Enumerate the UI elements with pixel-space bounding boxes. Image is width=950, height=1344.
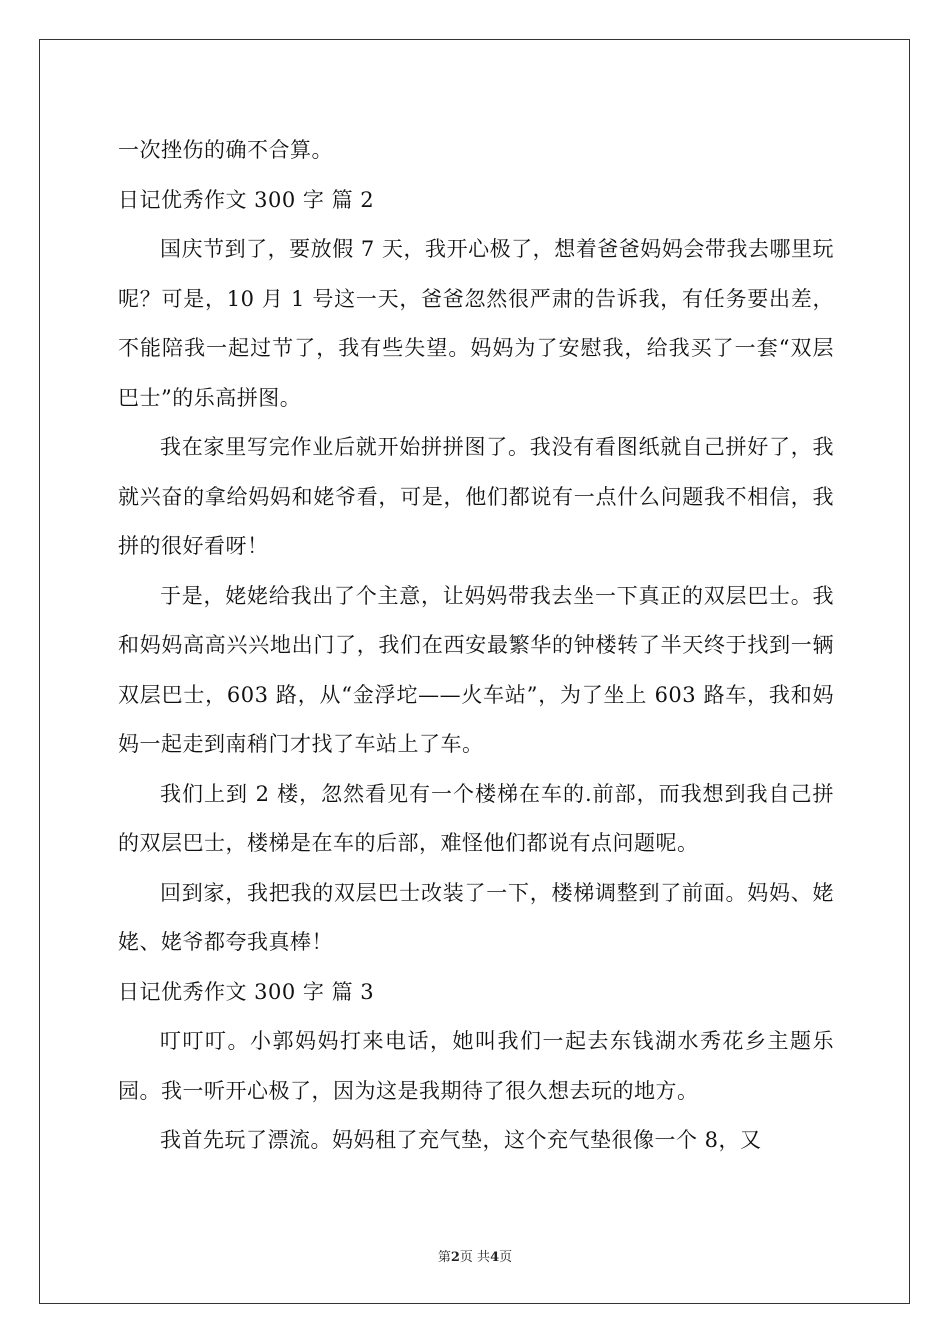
section-heading: 日记优秀作文 300 字 篇 2 [118, 187, 375, 212]
page-footer [0, 1246, 950, 1265]
page-total: 4 [490, 1250, 500, 1265]
paragraph: 于是，姥姥给我出了个主意，让妈妈带我去坐一下真正的双层巴士。我和妈妈高高兴兴地出门了，我们在西安最繁华的钟楼转了半天终于找到一辆双层巴士，603 路，从“金浮坨——火车站”，为了坐上 603 路车，我和妈妈一起走到南稍门才找了车站上了车。 [118, 583, 834, 756]
paragraph: 我们上到 2 楼，忽然看见有一个楼梯在车的.前部，而我想到我自己拼的双层巴士，楼梯是在车的后部，难怪他们都说有点问题呢。 [118, 781, 834, 855]
page-mid: 页 共 [459, 1250, 491, 1265]
page-prefix: 第 [437, 1250, 451, 1265]
paragraph: 我在家里写完作业后就开始拼拼图了。我没有看图纸就自己拼好了，我就兴奋的拿给妈妈和姥爷看，可是，他们都说有一点什么问题我不相信，我拼的很好看呀！ [118, 435, 834, 558]
section-heading: 日记优秀作文 300 字 篇 3 [118, 979, 375, 1004]
paragraph: 叮叮叮。小郭妈妈打来电话，她叫我们一起去东钱湖水秀花乡主题乐园。我一听开心极了，因为这是我期待了很久想去玩的地方。 [118, 1029, 834, 1103]
paragraph: 我首先玩了漂流。妈妈租了充气垫，这个充气垫很像一个 8，又 [160, 1128, 762, 1152]
document-body [118, 126, 834, 1166]
page-suffix: 页 [499, 1250, 513, 1265]
page-current: 2 [450, 1250, 460, 1265]
paragraph: 回到家，我把我的双层巴士改装了一下，楼梯调整到了前面。妈妈、姥姥、姥爷都夸我真棒！ [118, 880, 834, 954]
continuation-line: 一次挫伤的确不合算。 [118, 138, 333, 162]
paragraph: 国庆节到了，要放假 7 天，我开心极了，想着爸爸妈妈会带我去哪里玩呢？可是，10 月 1 号这一天，爸爸忽然很严肃的告诉我，有任务要出差，不能陪我一起过节了，我有些失望。妈妈为了安慰我，给我买了一套“双层巴士”的乐高拼图。 [118, 237, 834, 410]
